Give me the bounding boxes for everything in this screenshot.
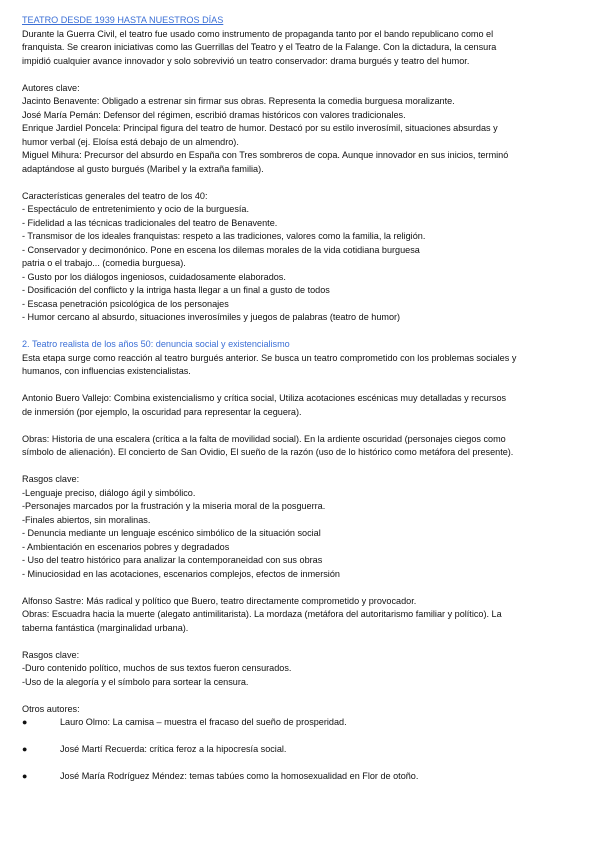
author-line: adaptándose al gusto burgués (Maribel y la extraña familia). <box>22 163 264 174</box>
rasgo-line: - Ambientación en escenarios pobres y degradados <box>22 541 230 552</box>
feature-line: - Fidelidad a las técnicas tradicionales del teatro de Benavente. <box>22 217 278 228</box>
document-page <box>22 14 578 784</box>
author-line: Miguel Mihura: Precursor del absurdo en España con Tres sombreros de copa. Aunque innovador en sus inicios, terminó <box>22 150 509 160</box>
feature-line: - Dosificación del conflicto y la intriga hasta llegar a un final a gusto de todos <box>22 285 330 295</box>
intro-line: franquista. Se crearon iniciativas como las Guerrillas del Teatro y el Teatro de la Falange. Con la dictadura, la censura <box>22 42 497 52</box>
others-heading: Otros autores: <box>22 703 80 714</box>
authors-heading: Autores clave: <box>22 82 80 93</box>
rasgo-line: - Uso del teatro histórico para analizar la contemporaneidad con sus obras <box>22 555 323 565</box>
author-line: Enrique Jardiel Poncela: Principal figura del teatro de humor. Destacó por su estilo inverosímil, situaciones absurdas y <box>22 123 498 133</box>
buero-line: Antonio Buero Vallejo: Combina existencialismo y crítica social, Utiliza acotaciones escénicas muy detalladas y recursos <box>22 393 507 403</box>
author-line: Jacinto Benavente: Obligado a estrenar sin firmar sus obras. Representa la comedia burguesa moralizante. <box>22 96 455 106</box>
feature-line: - Espectáculo de entretenimiento y ocio de la burguesía. <box>22 204 249 214</box>
feature-line: - Humor cercano al absurdo, situaciones inverosímiles y juegos de palabras (teatro de humor) <box>22 312 401 322</box>
author-line: José María Pemán: Defensor del régimen, escribió dramas históricos con valores tradicionales. <box>22 109 406 120</box>
section2-heading: 2. Teatro realista de los años 50: denuncia social y existencialismo <box>22 339 290 349</box>
rasgo-line: -Personajes marcados por la frustración y la miseria moral de la posguerra. <box>22 501 326 511</box>
bullet-icon: ● <box>22 744 28 754</box>
rasgo-line: - Minuciosidad en las acotaciones, escenarios complejos, efectos de inmersión <box>22 568 340 579</box>
rasgo-line: -Duro contenido político, muchos de sus textos fueron censurados. <box>22 663 292 673</box>
others-list <box>22 716 578 784</box>
buero-line: de inmersión (por ejemplo, la oscuridad para representar la ceguera). <box>22 406 302 417</box>
authors-list <box>22 95 578 176</box>
buero-paragraph <box>22 392 578 419</box>
rasgos1-heading: Rasgos clave: <box>22 474 80 484</box>
rasgo-line: -Finales abiertos, sin moralinas. <box>22 514 151 525</box>
buero-works <box>22 433 578 460</box>
feature-line: - Escasa penetración psicológica de los personajes <box>22 298 229 309</box>
intro-line: impidió cualquier avance innovador y solo sobrevivió un teatro conservador: drama burgués y teatro del humor. <box>22 55 470 66</box>
other-author: Lauro Olmo: La camisa – muestra el fracaso del sueño de prosperidad. <box>60 717 347 727</box>
rasgo-line: - Denuncia mediante un lenguaje escénico simbólico de la situación social <box>22 528 321 538</box>
feature-line: - Transmisor de los ideales franquistas: respeto a las tradiciones, valores como la familia, la religión. <box>22 231 426 241</box>
section2-intro-line: humanos, con influencias existencialistas. <box>22 366 191 376</box>
intro-paragraph <box>22 28 578 69</box>
sastre-paragraph <box>22 595 578 636</box>
rasgos2-heading: Rasgos clave: <box>22 649 80 660</box>
section2-intro <box>22 352 578 379</box>
buero-works-line: Obras: Historia de una escalera (crítica a la falta de movilidad social). En la ardiente oscuridad (personajes ciegos como <box>22 433 506 444</box>
list-item <box>22 716 578 730</box>
feature-line: - Gusto por los diálogos ingeniosos, cuidadosamente elaborados. <box>22 271 286 282</box>
feature-line: patria o el trabajo... (comedia burguesa). <box>22 258 186 268</box>
rasgos2-list <box>22 662 578 689</box>
features-heading: Características generales del teatro de los 40: <box>22 190 208 201</box>
document-title: TEATRO DESDE 1939 HASTA NUESTROS DÍAS <box>22 15 224 25</box>
features-list <box>22 203 578 325</box>
bullet-icon: ● <box>22 771 28 781</box>
rasgo-line: -Uso de la alegoría y el símbolo para sortear la censura. <box>22 676 249 687</box>
list-item <box>22 770 578 784</box>
bullet-icon: ● <box>22 717 28 727</box>
intro-line: Durante la Guerra Civil, el teatro fue usado como instrumento de propaganda tanto por el bando republicano como el <box>22 28 494 39</box>
feature-line: - Conservador y decimonónico. Pone en escena los dilemas morales de la vida cotidiana burguesa <box>22 244 420 255</box>
sastre-line: Alfonso Sastre: Más radical y político que Buero, teatro directamente comprometido y provocador. <box>22 595 417 606</box>
sastre-line: Obras: Escuadra hacia la muerte (alegato antimilitarista). La mordaza (metáfora del autoritarismo familiar y político). La <box>22 609 502 619</box>
author-line: humor verbal (ej. Eloísa está debajo de un almendro). <box>22 136 239 147</box>
sastre-line: taberna fantástica (marginalidad urbana). <box>22 622 189 633</box>
rasgo-line: -Lenguaje preciso, diálogo ágil y simbólico. <box>22 487 196 498</box>
other-author: José María Rodríguez Méndez: temas tabúes como la homosexualidad en Flor de otoño. <box>60 771 419 781</box>
section2-intro-line: Esta etapa surge como reacción al teatro burgués anterior. Se busca un teatro comprometido con los problemas sociales y <box>22 352 517 363</box>
buero-works-line: símbolo de alienación). El concierto de San Ovidio, El sueño de la razón (uso de lo histórico como metáfora del presente). <box>22 447 514 457</box>
rasgos1-list <box>22 487 578 582</box>
other-author: José Martí Recuerda: crítica feroz a la hipocresía social. <box>60 744 287 754</box>
list-item <box>22 743 578 757</box>
